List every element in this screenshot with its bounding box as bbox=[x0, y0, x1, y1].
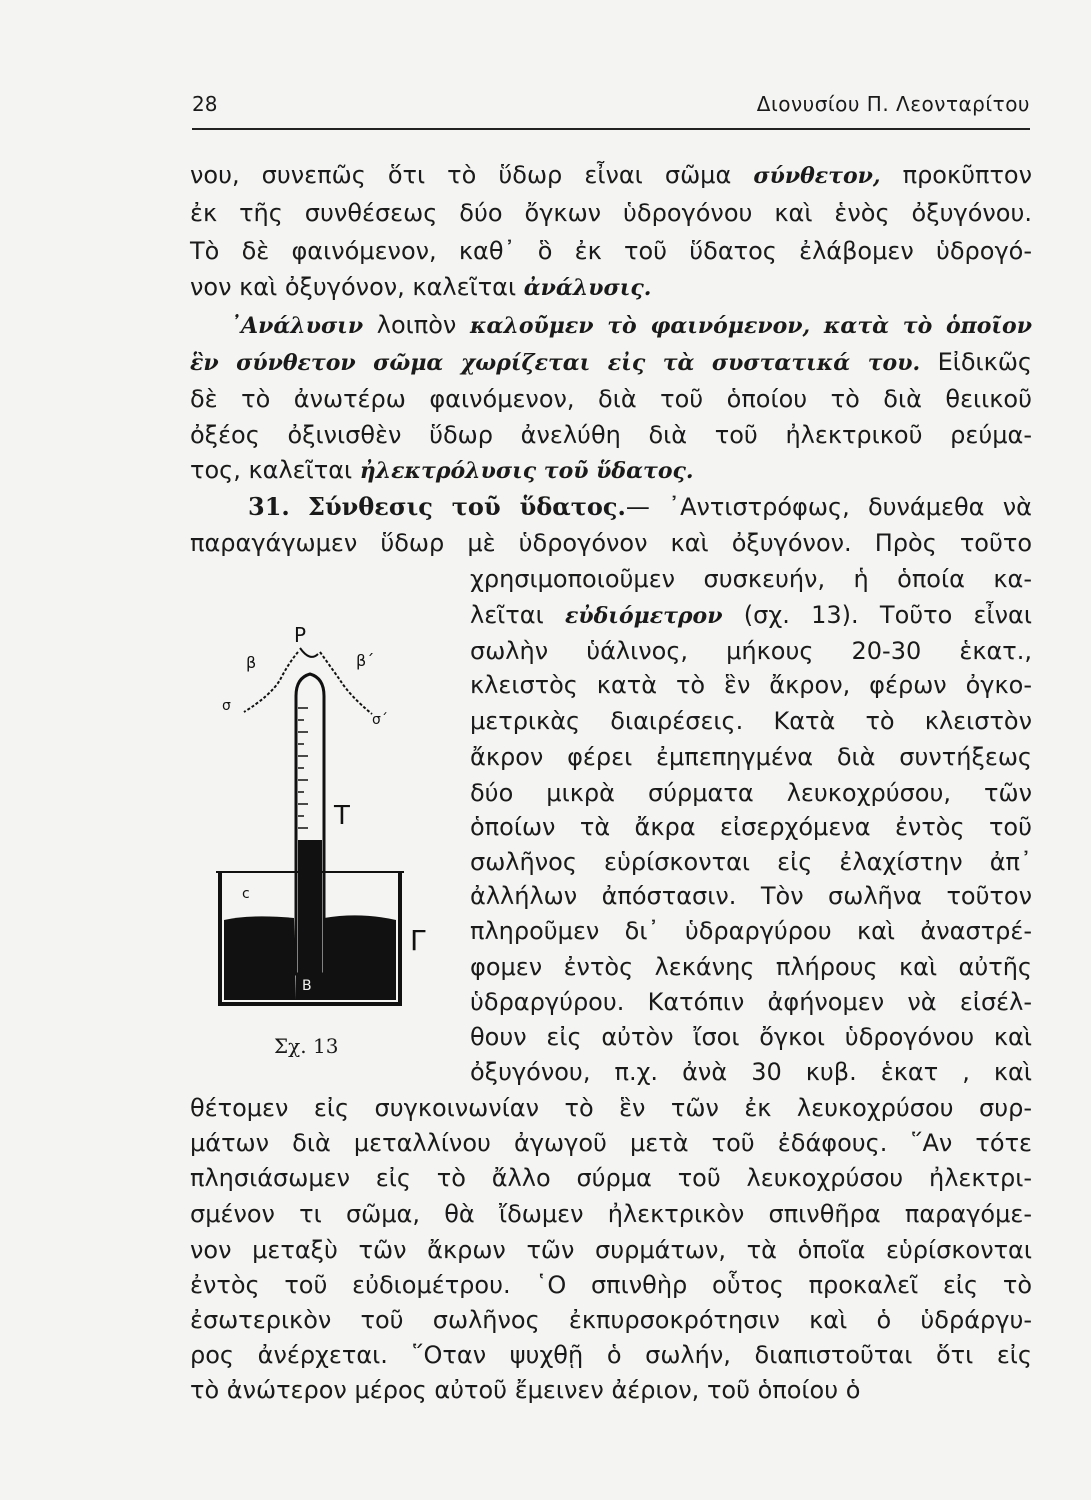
running-title: Διονυσίου Π. Λεονταρίτου bbox=[756, 92, 1030, 116]
text-line bbox=[190, 1093, 1032, 1123]
text-line bbox=[190, 347, 1032, 378]
text-run: παραγάγωμεν ὕδωρ μὲ ὑδρογόνον καὶ ὀξυγόνον. Πρὸς τοῦτο bbox=[190, 529, 1032, 557]
mercury-column bbox=[298, 840, 322, 974]
text-line bbox=[190, 1235, 1032, 1265]
text-line bbox=[470, 812, 1032, 842]
wire-tips bbox=[300, 648, 318, 657]
text-line bbox=[190, 1375, 1032, 1405]
emphasis-term: εὐδιόμετρον bbox=[564, 603, 723, 629]
figure-label-b-left: β bbox=[246, 653, 257, 672]
mercury-basin-right bbox=[324, 915, 396, 1000]
text-line bbox=[190, 1163, 1032, 1193]
text-run: μάτων διὰ μεταλλίνου ἀγωγοῦ μετὰ τοῦ ἐδάφους. ῞Αν τότε bbox=[190, 1129, 1032, 1157]
text-run: χρησιμοποιοῦμεν συσκευήν, ἡ ὁποία κα- bbox=[470, 565, 1032, 593]
figure-label-c: c bbox=[242, 886, 250, 902]
text-line bbox=[470, 670, 1032, 700]
text-run: θουν εἰς αὐτὸν ἴσοι ὄγκοι ὑδρογόνου καὶ bbox=[470, 1023, 1032, 1051]
text-run: λοιπὸν bbox=[363, 311, 471, 339]
text-line bbox=[470, 987, 1032, 1017]
text-run: (σχ. 13). Τοῦτο εἶναι bbox=[722, 601, 1032, 629]
text-line bbox=[190, 1305, 1032, 1335]
figure-label-b-right: β΄ bbox=[356, 651, 375, 670]
text-run: νον μεταξὺ τῶν ἄκρων τῶν συρμάτων, τὰ ὁποῖα εὑρίσκονται bbox=[190, 1236, 1032, 1264]
text-run: τος, καλεῖται bbox=[190, 456, 360, 484]
text-run: ὑδραργύρου. Κατόπιν ἀφήνομεν νὰ εἰσέλ- bbox=[470, 988, 1032, 1016]
text-line bbox=[190, 160, 1032, 191]
emphasis-term: σύνθετον, bbox=[753, 163, 881, 189]
text-line bbox=[190, 1128, 1032, 1158]
figure-label-s-right: σ΄ bbox=[372, 712, 388, 728]
page-header bbox=[192, 88, 1030, 130]
text-run: ἐκ τῆς συνθέσεως δύο ὄγκων ὑδρογόνου καὶ ἑνὸς ὀξυγόνου. bbox=[190, 199, 1032, 227]
text-run: τὸ ἀνώτερον μέρος αὐτοῦ ἔμεινεν ἀέριον, τοῦ ὁποίου ὁ bbox=[190, 1376, 861, 1404]
text-line bbox=[470, 1057, 1032, 1087]
emphasis-term: ᾽Ανάλυσιν bbox=[230, 313, 364, 339]
text-line bbox=[470, 1022, 1032, 1052]
text-run: φομεν ἐντὸς λεκάνης πλήρους καὶ αὐτῆς bbox=[470, 953, 1032, 981]
text-line bbox=[470, 881, 1032, 911]
text-run: προκῦπτον bbox=[880, 161, 1033, 189]
text-run: ἐντὸς τοῦ εὐδιομέτρου. ῾Ο σπινθὴρ οὗτος προκαλεῖ εἰς τὸ bbox=[190, 1271, 1032, 1299]
emphasis-term: καλοῦμεν τὸ φαινόμενον, κατὰ τὸ ὁποῖον bbox=[470, 313, 1033, 339]
section-title: Σύνθεσις τοῦ ὕδατος. bbox=[308, 492, 626, 521]
text-line bbox=[190, 420, 1032, 450]
section-heading-line bbox=[248, 492, 1032, 522]
text-run: δὲ τὸ ἀνωτέρω φαινόμενον, διὰ τοῦ ὁποίου τὸ διὰ θειικοῦ bbox=[190, 385, 1032, 413]
text-line bbox=[190, 272, 1032, 303]
text-line bbox=[190, 384, 1032, 414]
emphasis-term: ἓν σύνθετον σῶμα χωρίζεται εἰς τὰ συστατικά του. bbox=[190, 350, 921, 376]
text-run: σμένον τι σῶμα, θὰ ἴδωμεν ἠλεκτρικὸν σπινθῆρα παραγόμε- bbox=[190, 1200, 1032, 1228]
page-number: 28 bbox=[192, 92, 218, 116]
text-run: Εἰδικῶς bbox=[920, 348, 1032, 376]
mercury-basin-left bbox=[224, 916, 296, 1000]
text-line bbox=[190, 198, 1032, 228]
figure-label-t: T bbox=[334, 801, 350, 831]
text-line bbox=[190, 1199, 1032, 1229]
text-run: ἀλλήλων ἀπόστασιν. Τὸν σωλῆνα τοῦτον bbox=[470, 882, 1032, 910]
emphasis-term: ἠλεκτρόλυσις τοῦ ὕδατος. bbox=[359, 458, 694, 484]
figure-caption: Σχ. 13 bbox=[274, 1034, 339, 1058]
text-run: ἐσωτερικὸν τοῦ σωλῆνος ἐκπυρσοκρότησιν καὶ ὁ ὑδράργυ- bbox=[190, 1306, 1032, 1334]
text-run: θέτομεν εἰς συγκοινωνίαν τὸ ἓν τῶν ἐκ λευκοχρύσου συρ- bbox=[190, 1094, 1032, 1122]
text-line bbox=[230, 310, 1032, 341]
text-line bbox=[470, 916, 1032, 946]
text-run: Τὸ δὲ φαινόμενον, καθ᾽ ὃ ἐκ τοῦ ὕδατος ἐλάβομεν ὑδρογό- bbox=[190, 237, 1032, 265]
text-line bbox=[470, 742, 1032, 772]
text-run: ἄκρον φέρει ἐμπεπηγμένα διὰ συντήξεως bbox=[470, 743, 1032, 771]
text-run: πληροῦμεν δι᾽ ὑδραργύρου καὶ ἀναστρέ- bbox=[470, 917, 1032, 945]
text-run: νον καὶ ὀξυγόνον, καλεῖται bbox=[190, 273, 524, 301]
text-run: πλησιάσωμεν εἰς τὸ ἄλλο σύρμα τοῦ λευκοχρύσου ἠλεκτρι- bbox=[190, 1164, 1032, 1192]
text-run: δύο μικρὰ σύρματα λευκοχρύσου, τῶν bbox=[470, 779, 1032, 807]
text-run: σωλῆνος εὑρίσκονται εἰς ἐλαχίστην ἀπ᾽ bbox=[470, 848, 1032, 876]
text-line bbox=[190, 236, 1032, 266]
figure-label-p: P bbox=[294, 623, 307, 647]
text-run: σωλὴν ὑάλινος, μήκους 20-30 ἑκατ., bbox=[470, 637, 1032, 665]
text-run: ὁποίων τὰ ἄκρα εἰσερχόμενα ἐντὸς τοῦ bbox=[470, 813, 1032, 841]
text-run: ὀξυγόνου, π.χ. ἀνὰ 30 κυβ. ἑκατ , καὶ bbox=[470, 1058, 1032, 1086]
figure-label-b: B bbox=[302, 978, 312, 994]
text-line bbox=[470, 636, 1032, 666]
text-run: ᾽Αντιστρόφως, δυνάμεθα νὰ bbox=[668, 493, 1032, 521]
text-line bbox=[470, 706, 1032, 736]
text-run: νου, συνεπῶς ὅτι τὸ ὕδωρ εἶναι σῶμα bbox=[190, 161, 754, 189]
text-run: ρος ἀνέρχεται. ῞Οταν ψυχθῇ ὁ σωλήν, διαπιστοῦται ὅτι εἰς bbox=[190, 1341, 1032, 1369]
text-line bbox=[190, 1340, 1032, 1370]
text-run: κλειστὸς κατὰ τὸ ἓν ἄκρον, φέρων ὀγκο- bbox=[470, 671, 1032, 699]
text-line bbox=[470, 600, 1032, 631]
text-run: — bbox=[625, 493, 669, 521]
text-run: ὀξέος ὀξινισθὲν ὕδωρ ἀνελύθη διὰ τοῦ ἠλεκτρικοῦ ρεύμα- bbox=[190, 421, 1032, 449]
emphasis-term: ἀνάλυσις. bbox=[523, 275, 652, 301]
section-number: 31. bbox=[248, 492, 290, 521]
figure-label-s-left: σ bbox=[222, 698, 231, 714]
figure-label-g: Γ bbox=[410, 924, 426, 957]
text-line bbox=[190, 455, 1032, 486]
text-line bbox=[470, 564, 1032, 594]
text-run: μετρικὰς διαιρέσεις. Κατὰ τὸ κλειστὸν bbox=[470, 707, 1032, 735]
text-line bbox=[190, 1270, 1032, 1300]
text-line bbox=[190, 528, 1032, 558]
eudiometer-figure bbox=[210, 608, 460, 1018]
text-line bbox=[470, 847, 1032, 877]
text-line bbox=[470, 778, 1032, 808]
text-run: λεῖται bbox=[470, 601, 565, 629]
text-line bbox=[470, 952, 1032, 982]
